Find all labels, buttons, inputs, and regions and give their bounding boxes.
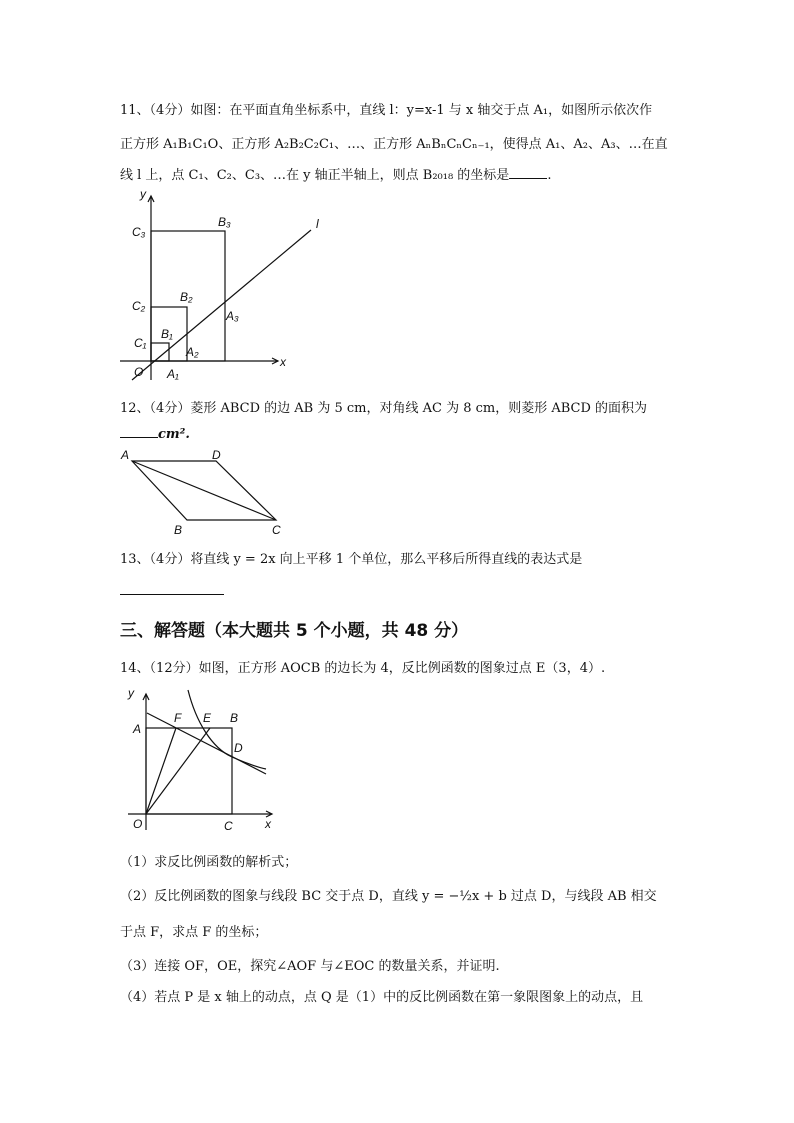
q11-label-C1: C₁ <box>134 336 147 350</box>
q11-line-l <box>132 230 311 380</box>
q14-label-O: O <box>133 817 143 831</box>
q14-segment-OF <box>146 728 176 814</box>
q11-label-A3: A₃ <box>226 309 239 323</box>
q12-label-B: B <box>174 523 183 537</box>
q11-line-3-text: 线 l 上，点 C₁、C₂、C₃、…在 y 轴正半轴上，则点 B₂₀₁₈ 的坐标是 <box>120 168 510 183</box>
q11-label-B1: B₁ <box>161 327 173 341</box>
q12-label-C: C <box>272 523 281 537</box>
answer-blank-q12 <box>120 423 158 438</box>
q12-diagonal-AC <box>132 461 276 520</box>
q11-line-3-end: . <box>547 168 552 183</box>
q14-label-F: F <box>174 711 182 725</box>
q14-label-C: C <box>224 819 233 833</box>
q11-label-A2: A₂ <box>186 345 199 359</box>
q14-part-3: （3）连接 OF，OE，探究∠AOF 与∠EOC 的数量关系，并证明. <box>120 959 500 974</box>
q14-label-y: y <box>128 686 134 700</box>
q12-line-1: 12、（4分）菱形 ABCD 的边 AB 为 5 cm，对角线 AC 为 8 cm，则菱形 ABCD 的面积为 <box>120 401 648 416</box>
q12-unit: cm². <box>158 427 190 442</box>
q12-label-D: D <box>212 448 221 462</box>
q11-square-3 <box>151 231 225 361</box>
q11-line-3 <box>120 164 680 186</box>
answer-blank-q11 <box>509 164 547 179</box>
q11-label-l: l <box>316 217 319 231</box>
q14-line-through-D <box>147 713 266 774</box>
q11-label-B2: B₂ <box>180 290 193 304</box>
q14-intro: 14、（12分）如图，正方形 AOCB 的边长为 4，反比例函数的图象过点 E（3，4）. <box>120 661 606 676</box>
q14-label-E: E <box>203 711 212 725</box>
q14-label-D: D <box>234 741 243 755</box>
q13-line-1: 13、（4分）将直线 y = 2x 向上平移 1 个单位，那么平移后所得直线的表达式是 <box>120 552 583 567</box>
q14-label-x: x <box>265 817 271 831</box>
q11-line-1: 11、（4分）如图：在平面直角坐标系中，直线 l：y=x-1 与 x 轴交于点 A₁，如图所示依次作 <box>120 103 653 118</box>
q11-label-B3: B₃ <box>218 215 231 229</box>
q14-y-arrow <box>143 694 149 700</box>
q12-line-2 <box>120 423 680 445</box>
q11-square-1 <box>151 343 169 361</box>
q11-line-2: 正方形 A₁B₁C₁O、正方形 A₂B₂C₂C₁、…、正方形 AₙBₙCₙCₙ₋₁，使得点 A₁、A₂、A₃、…在直 <box>120 137 668 152</box>
answer-blank-q13 <box>120 594 224 595</box>
q14-label-B: B <box>230 711 239 725</box>
q14-square-AOCB <box>146 728 232 814</box>
q11-square-2 <box>151 307 187 361</box>
section-3-heading: 三、解答题（本大题共 5 个小题，共 48 分） <box>120 621 469 641</box>
q11-label-C2: C₂ <box>132 299 146 313</box>
q14-segment-OE <box>146 728 210 814</box>
q11-label-A1: A₁ <box>167 367 179 381</box>
q14-part-4: （4）若点 P 是 x 轴上的动点，点 Q 是（1）中的反比例函数在第一象限图象上的动点，且 <box>120 990 644 1005</box>
q11-x-arrow <box>272 358 278 364</box>
q12-rhombus <box>132 461 276 520</box>
q11-label-C3: C₃ <box>132 225 146 239</box>
q11-label-O: O <box>134 365 144 379</box>
q14-part-2-line-1: （2）反比例函数的图象与线段 BC 交于点 D，直线 y = −½x + b 过点 D，与线段 AB 相交 <box>120 889 657 904</box>
q14-hyperbola <box>188 690 266 769</box>
q14-part-2-line-2: 于点 F，求点 F 的坐标； <box>120 925 268 940</box>
q14-label-A: A <box>133 722 142 736</box>
q11-y-arrow <box>148 196 154 202</box>
q14-x-arrow <box>266 811 272 817</box>
q11-label-x: x <box>280 355 286 369</box>
q11-label-y: y <box>140 187 146 201</box>
q12-label-A: A <box>121 448 130 462</box>
q14-part-1: （1）求反比例函数的解析式； <box>120 855 298 870</box>
